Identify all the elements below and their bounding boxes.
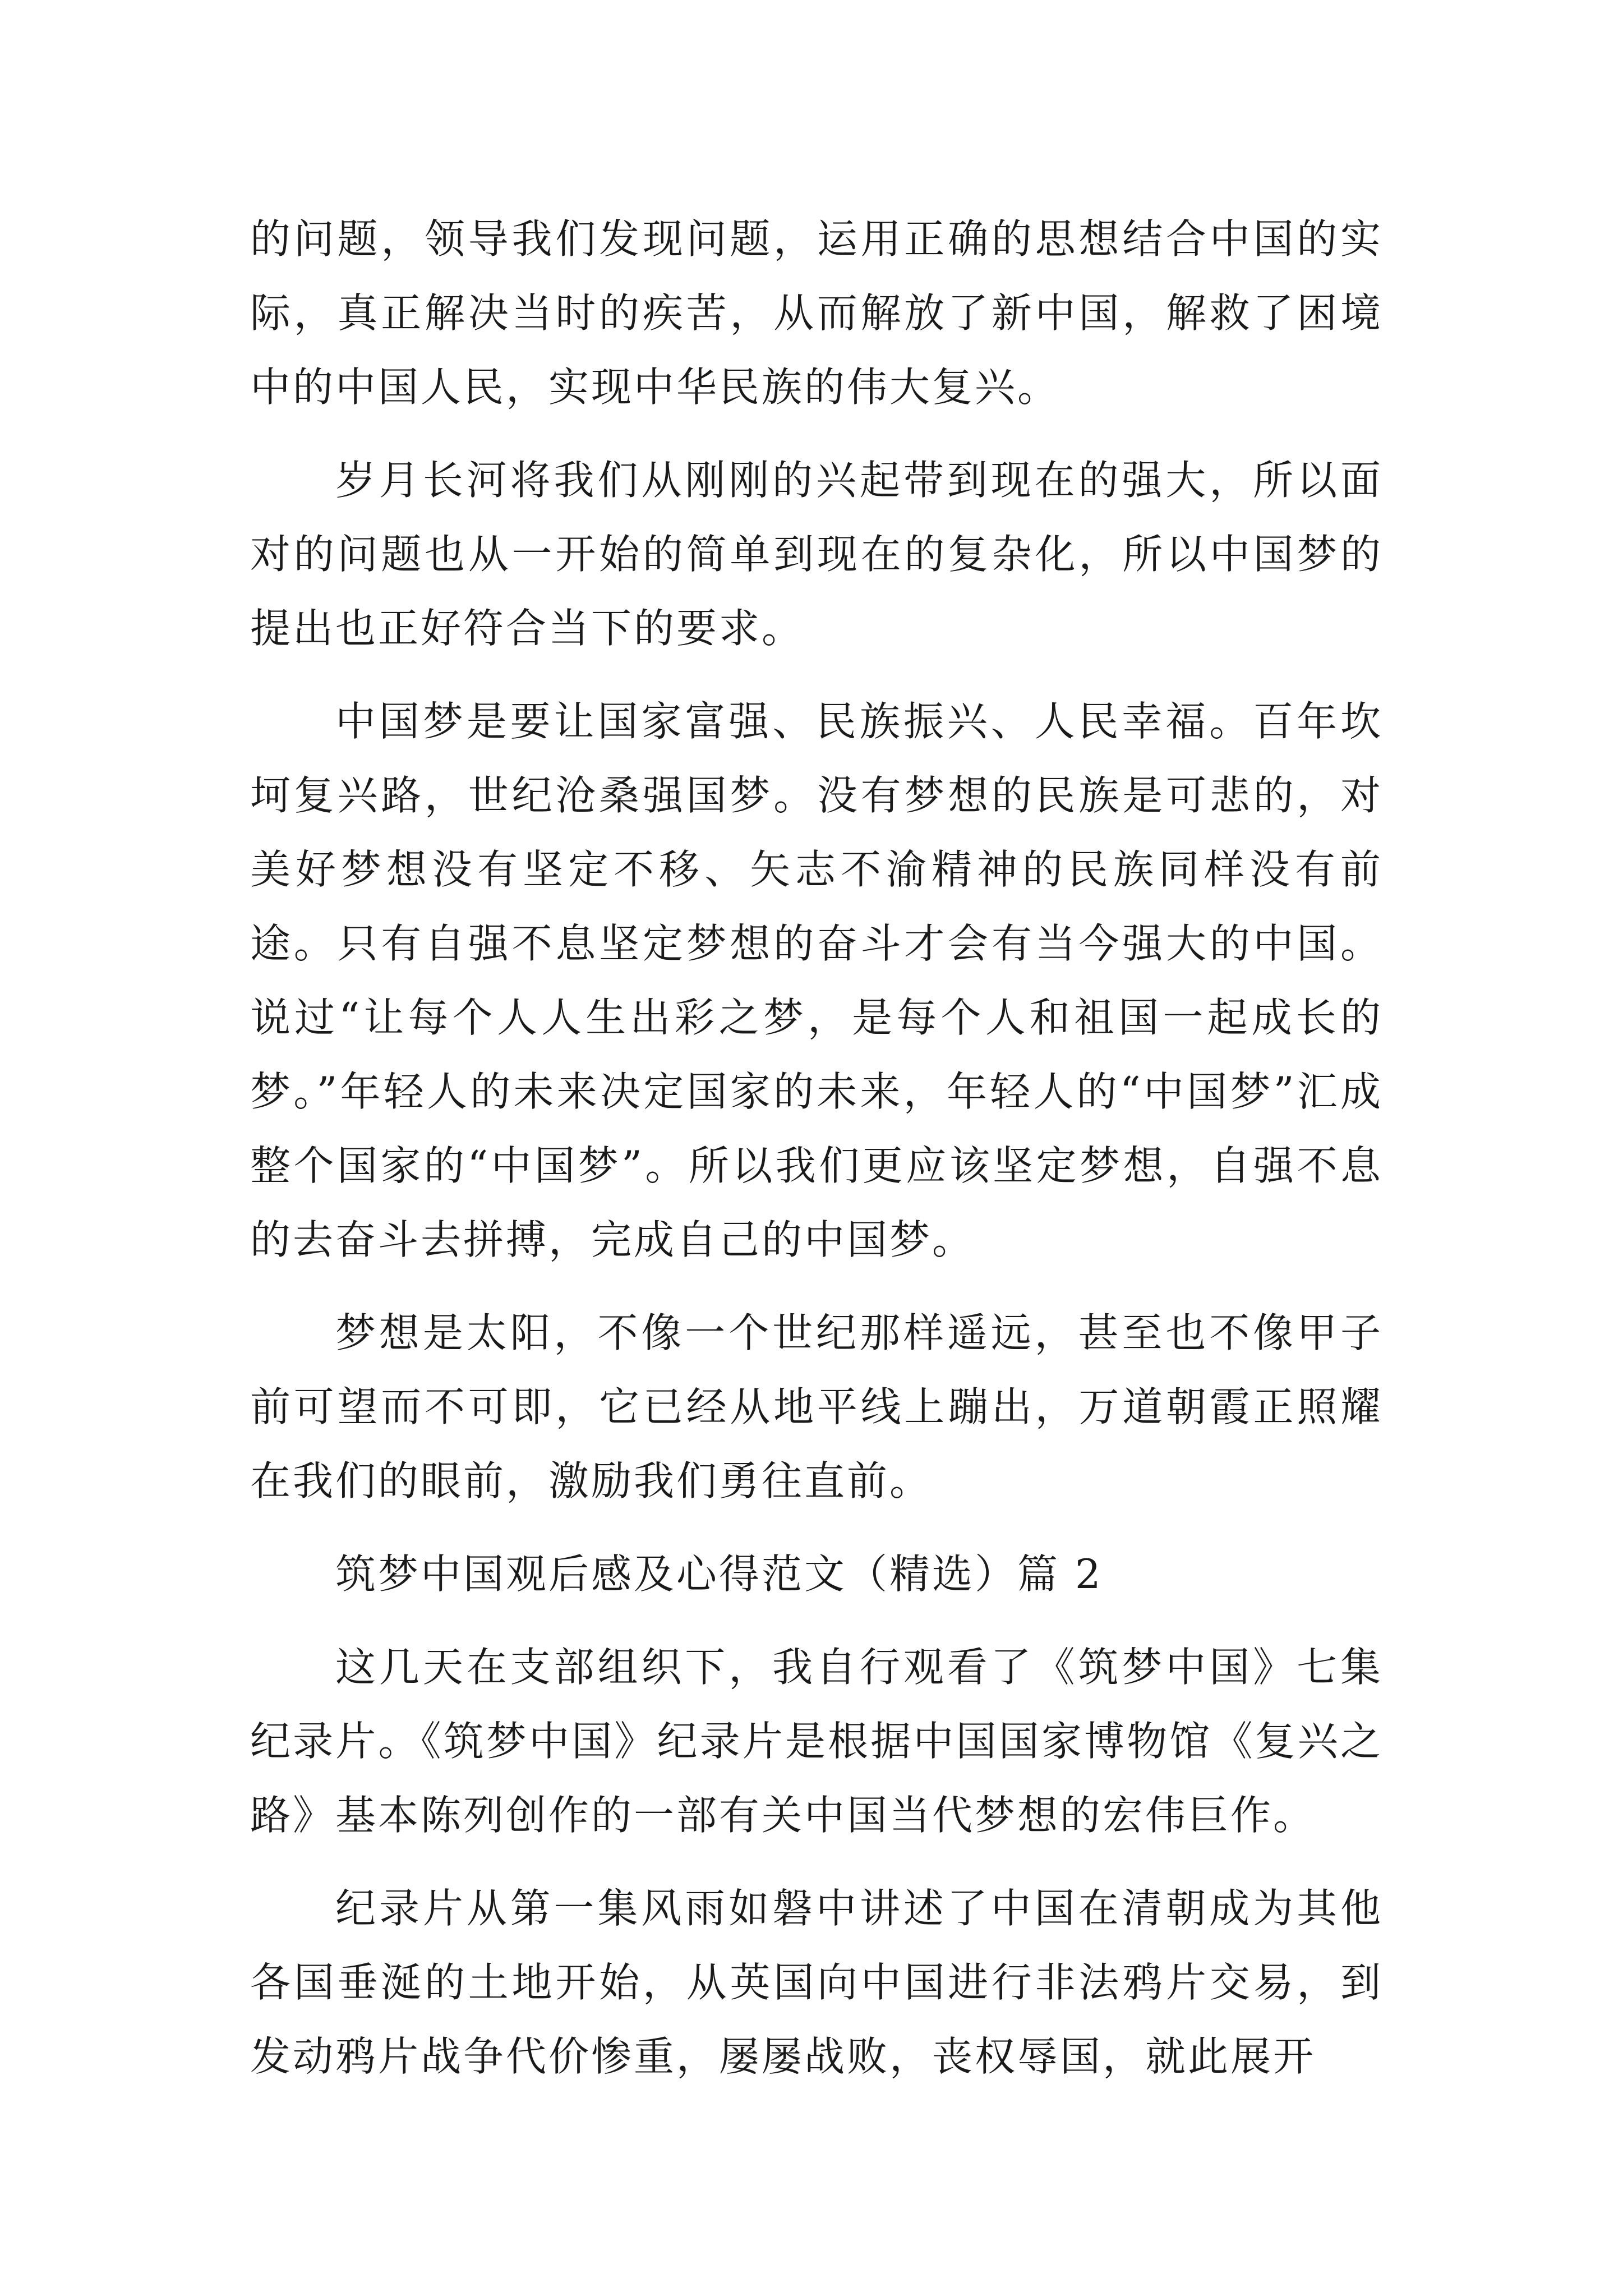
paragraph: 这几天在支部组织下，我自行观看了《筑梦中国》七集纪录片。《筑梦中国》纪录片是根据中国国家博物馆《复兴之路》基本陈列创作的一部有关中国当代梦想的宏伟巨作。 [250, 1644, 1383, 1839]
paragraph: 梦想是太阳，不像一个世纪那样遥远，甚至也不像甲子前可望而不可即，它已经从地平线上蹦出，万道朝霞正照耀在我们的眼前，激励我们勇往直前。 [250, 1309, 1383, 1504]
paragraph: 纪录片从第一集风雨如磐中讲述了中国在清朝成为其他各国垂涎的土地开始，从英国向中国进行非法鸦片交易，到发动鸦片战争代价惨重，屡屡战败，丧权辱国，就此展开 [250, 1885, 1383, 2080]
section-heading: 筑梦中国观后感及心得范文（精选）篇 2 [335, 1550, 1103, 1598]
document-body [250, 202, 1383, 2093]
paragraph: 岁月长河将我们从刚刚的兴起带到现在的强大，所以面对的问题也从一开始的简单到现在的复杂化，所以中国梦的提出也正好符合当下的要求。 [250, 457, 1383, 652]
paragraph: 的问题，领导我们发现问题，运用正确的思想结合中国的实际，真正解决当时的疾苦，从而解放了新中国，解救了困境中的中国人民，实现中华民族的伟大复兴。 [250, 215, 1383, 411]
paragraph: 中国梦是要让国家富强、民族振兴、人民幸福。百年坎坷复兴路，世纪沧桑强国梦。没有梦想的民族是可悲的，对美好梦想没有坚定不移、矢志不渝精神的民族同样没有前途。只有自强不息坚定梦想的奋斗才会有当今强大的中国。说过“让每个人人生出彩之梦，是每个人和祖国一起成长的梦。”年轻人的未来决定国家的未来，年轻人的“中国梦”汇成整个国家的“中国梦”。所以我们更应该坚定梦想，自强不息的去奋斗去拼搏，完成自己的中国梦。 [250, 698, 1383, 1263]
